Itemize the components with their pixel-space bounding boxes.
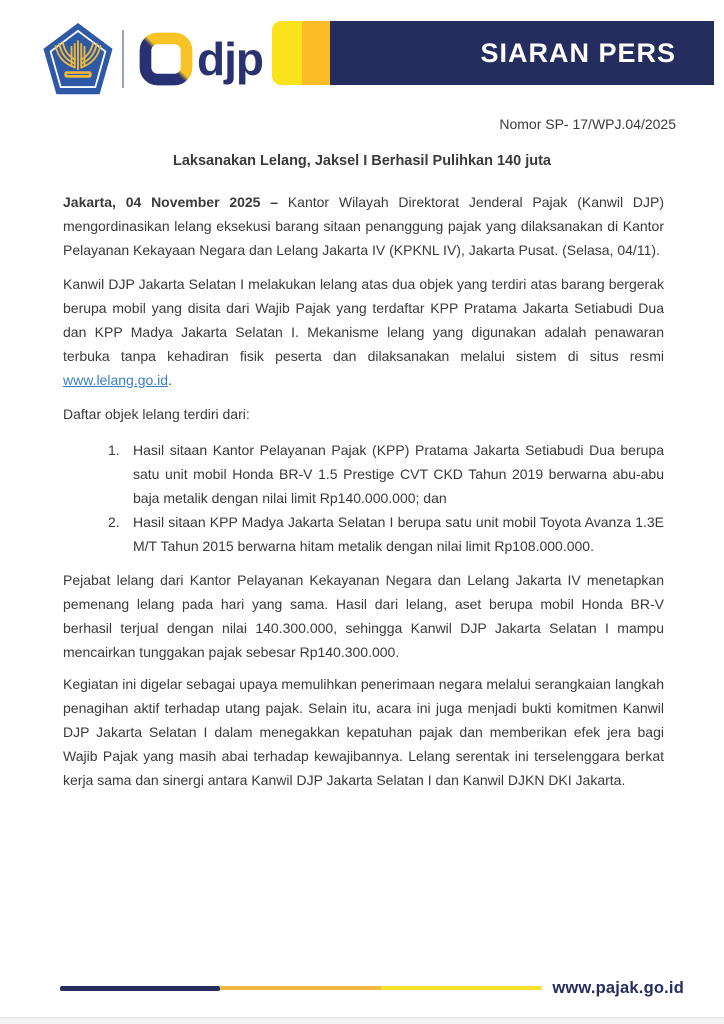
paragraph-1 xyxy=(63,190,664,262)
page-header xyxy=(0,0,724,100)
paragraph-2-end: . xyxy=(168,372,172,388)
list-item xyxy=(63,438,664,510)
list-item-number: 2. xyxy=(108,514,120,530)
list-item xyxy=(63,510,664,558)
siaran-pers-banner xyxy=(272,21,714,85)
footer-bar-yellow xyxy=(381,986,542,990)
banner-navy-segment xyxy=(330,21,714,85)
djp-logo-text: djp xyxy=(197,32,263,85)
page-bottom-edge xyxy=(0,1017,724,1024)
list-item-text: Hasil sitaan Kantor Pelayanan Pajak (KPP) Pratama Jakarta Setiabudi Dua berupa satu unit mobil Honda BR-V 1.5 Prestige CVT CKD Tahun 2019 berwarna abu-abu baja metalik dengan nilai limit Rp140.000.000; dan xyxy=(133,442,664,506)
list-item-number: 1. xyxy=(108,442,120,458)
page-footer xyxy=(0,974,724,1002)
list-intro: Daftar objek lelang terdiri dari: xyxy=(63,406,250,422)
paragraph-1-text: Kantor Wilayah Direktorat Jenderal Pajak (Kanwil DJP) mengordinasikan lelang eksekusi barang sitaan penanggung pajak yang dilaksanakan di Kantor Pelayanan Kekayaan Negara dan Lelang Jakarta IV (KPKNL IV), Jakarta Pusat. (Selasa, 04/11). xyxy=(63,194,664,258)
paragraph-4: Pejabat lelang dari Kantor Pelayanan Kekayanan Negara dan Lelang Jakarta IV menetapkan pemenang lelang pada hari yang sama. Hasil dari lelang, aset berupa mobil Honda BR-V berhasil terjual dengan nilai 140.300.000, sehingga Kanwil DJP Jakarta Selatan I mampu mencairkan tunggakan pajak sebesar Rp140.300.000. xyxy=(63,572,664,660)
pajak-url-link[interactable]: www.pajak.go.id xyxy=(552,978,684,997)
paragraph-5: Kegiatan ini digelar sebagai upaya memulihkan penerimaan negara melalui serangkaian langkah penagihan aktif terhadap utang pajak. Selain itu, acara ini juga menjadi bukti komitmen Kanwil DJP Jakarta Selatan I dalam menegakkan kepatuhan pajak dan memberikan efek jera bagi Wajib Pajak yang masih abai terhadap kewajibannya. Lelang serentak ini terselenggara berkat kerja sama dan sinergi antara Kanwil DJP Jakarta Selatan I dan Kanwil DJKN DKI Jakarta. xyxy=(63,676,664,788)
banner-yellow-segment xyxy=(272,21,302,85)
document-content xyxy=(0,100,724,792)
document-number: Nomor SP- 17/WPJ.04/2025 xyxy=(499,116,676,132)
auction-object-list xyxy=(63,438,664,558)
banner-amber-segment xyxy=(302,21,330,85)
document-title: Laksanakan Lelang, Jaksel I Berhasil Pulihkan 140 juta xyxy=(173,153,551,169)
document-body xyxy=(63,190,664,792)
footer-bar-amber xyxy=(220,986,381,990)
footer-bar xyxy=(60,986,542,991)
footer-bar-navy xyxy=(60,986,220,991)
dateline: Jakarta, 04 November 2025 – xyxy=(63,194,279,210)
kemenkeu-logo-icon xyxy=(42,21,114,102)
paragraph-2 xyxy=(63,272,664,392)
banner-title: SIARAN PERS xyxy=(480,37,676,68)
list-item-text: Hasil sitaan KPP Madya Jakarta Selatan I berupa satu unit mobil Toyota Avanza 1.3E M/T Tahun 2015 berwarna hitam metalik dengan nilai limit Rp108.000.000. xyxy=(133,514,664,554)
lelang-link[interactable]: www.lelang.go.id xyxy=(63,372,169,388)
djp-logo xyxy=(138,31,263,92)
djp-ring-icon xyxy=(138,31,194,92)
logo-divider xyxy=(122,30,124,88)
paragraph-2-text: Kanwil DJP Jakarta Selatan I melakukan lelang atas dua objek yang terdiri atas barang bergerak berupa mobil yang disita dari Wajib Pajak yang terdaftar KPP Pratama Jakarta Setiabudi Dua dan KPP Madya Jakarta Selatan I. Mekanisme lelang yang digunakan adalah penawaran terbuka tanpa kehadiran fisik peserta dan dilaksanakan melalui sistem di situs resmi xyxy=(63,276,664,364)
